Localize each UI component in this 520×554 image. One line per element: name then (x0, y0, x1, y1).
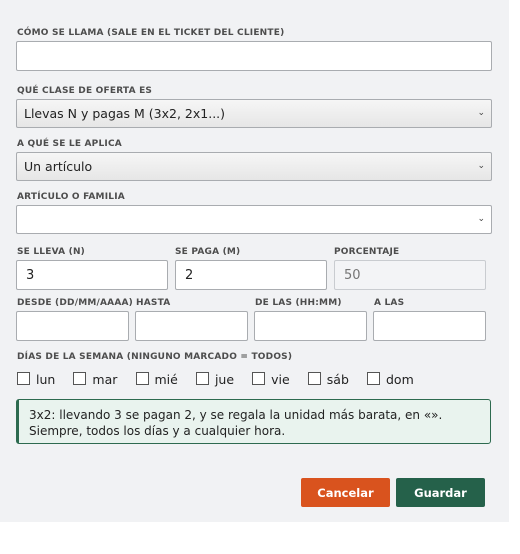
checkbox[interactable] (308, 372, 321, 385)
percent-input[interactable] (334, 260, 486, 290)
weekdays-label: DÍAS DE LA SEMANA (NINGUNO MARCADO = TODOS) (17, 352, 293, 362)
applies-to-select[interactable] (16, 152, 492, 181)
weekday-label: jue (214, 372, 235, 387)
pay-m-input[interactable] (175, 260, 327, 290)
weekday-checkboxes (17, 369, 427, 385)
offer-type-label: QUÉ CLASE DE OFERTA ES (17, 86, 153, 96)
item-label: ARTÍCULO O FAMILIA (17, 192, 125, 202)
checkbox[interactable] (367, 372, 380, 385)
offer-summary (16, 399, 491, 444)
summary-line-1: 3x2: llevando 3 se pagan 2, y se regala la unidad más barata, en «». (29, 408, 443, 422)
take-n-label: SE LLEVA (N) (17, 247, 85, 257)
checkbox[interactable] (252, 372, 265, 385)
weekday-label: lun (36, 372, 56, 387)
from-time-label: DE LAS (HH:MM) (255, 298, 342, 308)
offer-type-select[interactable] (16, 99, 492, 128)
from-time-input[interactable] (254, 311, 367, 341)
checkbox[interactable] (17, 372, 30, 385)
cancel-button[interactable]: Cancelar (301, 478, 390, 507)
checkbox[interactable] (196, 372, 209, 385)
to-date-input[interactable] (135, 311, 248, 341)
applies-to-value: Un artículo (24, 159, 93, 174)
checkbox[interactable] (136, 372, 149, 385)
applies-to-label: A QUÉ SE LE APLICA (17, 139, 122, 149)
from-date-label: DESDE (DD/MM/AAAA) (17, 298, 133, 308)
weekday-mon[interactable] (17, 372, 55, 387)
save-button[interactable]: Guardar (396, 478, 485, 507)
percent-label: PORCENTAJE (334, 247, 400, 257)
weekday-label: sáb (326, 372, 349, 387)
from-date-input[interactable] (16, 311, 129, 341)
weekday-wed[interactable] (136, 372, 178, 387)
to-date-label: HASTA (136, 298, 171, 308)
to-time-label: A LAS (374, 298, 405, 308)
chevron-down-icon: ⌄ (477, 108, 485, 118)
offer-name-input[interactable] (16, 41, 492, 71)
weekday-label: mar (92, 372, 118, 387)
summary-line-2: Siempre, todos los días y a cualquier hora. (29, 424, 286, 438)
take-n-input[interactable] (16, 260, 168, 290)
offer-type-value: Llevas N y pagas M (3x2, 2x1...) (24, 106, 226, 121)
chevron-down-icon: ⌄ (477, 214, 485, 224)
weekday-tue[interactable] (73, 372, 117, 387)
name-label: CÓMO SE LLAMA (SALE EN EL TICKET DEL CLIENTE) (17, 28, 285, 38)
pay-m-label: SE PAGA (M) (175, 247, 241, 257)
weekday-sat[interactable] (308, 372, 349, 387)
weekday-sun[interactable] (367, 372, 414, 387)
checkbox[interactable] (73, 372, 86, 385)
item-select[interactable] (16, 205, 492, 234)
weekday-label: mié (154, 372, 178, 387)
weekday-fri[interactable] (252, 372, 290, 387)
to-time-input[interactable] (373, 311, 486, 341)
weekday-label: dom (385, 372, 414, 387)
weekday-label: vie (271, 372, 290, 387)
weekday-thu[interactable] (196, 372, 234, 387)
chevron-down-icon: ⌄ (477, 161, 485, 171)
